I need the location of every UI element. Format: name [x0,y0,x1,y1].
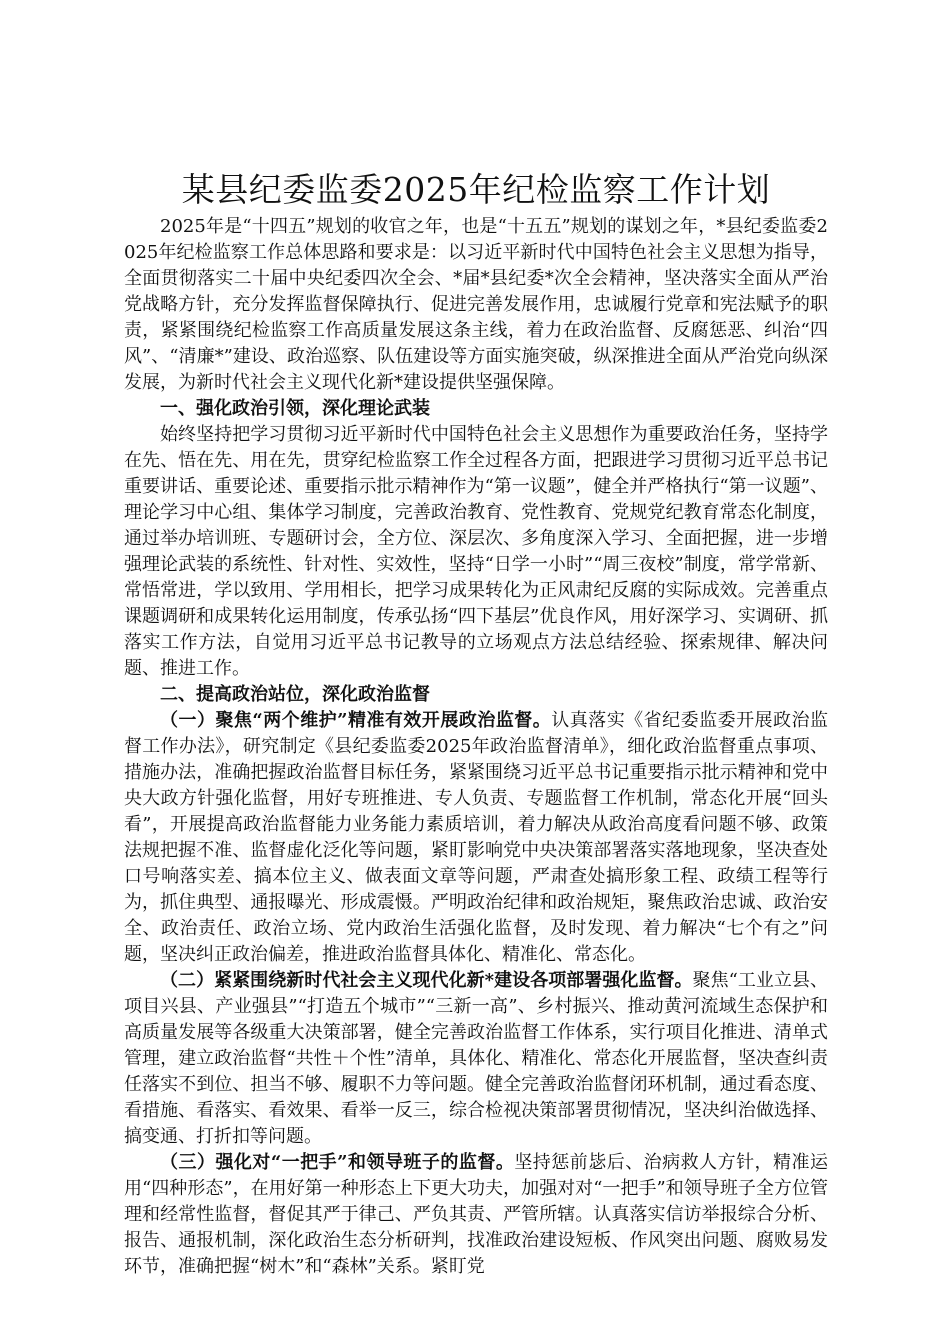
subsection3-lead: （三）强化对“一把手”和领导班子的监督。 [160,1152,515,1173]
document-page [124,168,828,1280]
subsection2-body: 聚焦“工业立县、项目兴县、产业强县”“打造五个城市”“三新一高”、乡村振兴、推动黄河流域生态保护和高质量发展等各级重大决策部署，健全完善政治监督工作体系，实行项目化推进、清单式管理，建立政治监督“共性＋个性”清单，具体化、精准化、常态化开展监督，坚决查纠责任落实不到位、担当不够、履职不力等问题。健全完善政治监督闭环机制，通过看态度、看措施、看落实、看效果、看举一反三，综合检视决策部署贯彻情况，坚决纠治做选择、搞变通、打折扣等问题。 [124,970,828,1147]
subsection1-lead: （一）聚焦“两个维护”精准有效开展政治监督。 [160,710,552,731]
section1-heading: 一、强化政治引领，深化理论武装 [160,398,430,419]
subsection2-paragraph [124,968,828,1150]
subsection1-body: 认真落实《省纪委监委开展政治监督工作办法》，研究制定《县纪委监委2025年政治监督清单》，细化政治监督重点事项、措施办法，准确把握政治监督目标任务，紧紧围绕习近平总书记重要指示批示精神和党中央大政方针强化监督，用好专班推进、专人负责、专题监督工作机制，常态化开展“回头看”，开展提高政治监督能力业务能力素质培训，着力解决从政治高度看问题不够、政策法规把握不准、监督虚化泛化等问题，紧盯影响党中央决策部署落实落地现象，坚决查处口号响落实差、搞本位主义、做表面文章等问题，严肃查处搞形象工程、政绩工程等行为，抓住典型、通报曝光、形成震慑。严明政治纪律和政治规矩，聚焦政治忠诚、政治安全、政治责任、政治立场、党内政治生活强化监督，及时发现、着力解决“七个有之”问题，坚决纠正政治偏差，推进政治监督具体化、精准化、常态化。 [124,710,828,965]
document-title: 某县纪委监委2025年纪检监察工作计划 [181,170,771,209]
section2-heading: 二、提高政治站位，深化政治监督 [160,684,430,705]
subsection1-paragraph [124,708,828,968]
section1-paragraph: 始终坚持把学习贯彻习近平新时代中国特色社会主义思想作为重要政治任务，坚持学在先、悟在先、用在先，贯穿纪检监察工作全过程各方面，把跟进学习贯彻习近平总书记重要讲话、重要论述、重要指示批示精神作为“第一议题”，健全并严格执行“第一议题”、理论学习中心组、集体学习制度，完善政治教育、党性教育、党规党纪教育常态化制度，通过举办培训班、专题研讨会，全方位、深层次、多角度深入学习、全面把握，进一步增强理论武装的系统性、针对性、实效性，坚持“日学一小时”“周三夜校”制度，常学常新、常悟常进，学以致用、学用相长，把学习成果转化为正风肃纪反腐的实际成效。完善重点课题调研和成果转化运用制度，传承弘扬“四下基层”优良作风，用好深学习、实调研、抓落实工作方法，自觉用习近平总书记教导的立场观点方法总结经验、探索规律、解决问题、推进工作。 [124,424,828,679]
intro-paragraph: 2025年是“十四五”规划的收官之年，也是“十五五”规划的谋划之年，*县纪委监委2025年纪检监察工作总体思路和要求是：以习近平新时代中国特色社会主义思想为指导，全面贯彻落实二十届中央纪委四次全会、*届*县纪委*次全会精神，坚决落实全面从严治党战略方针，充分发挥监督保障执行、促进完善发展作用，忠诚履行党章和宪法赋予的职责，紧紧围绕纪检监察工作高质量发展这条主线，着力在政治监督、反腐惩恶、纠治“四风”、“清廉*”建设、政治巡察、队伍建设等方面实施突破，纵深推进全面从严治党向纵深发展，为新时代社会主义现代化新*建设提供坚强保障。 [124,216,828,393]
subsection2-lead: （二）紧紧围绕新时代社会主义现代化新*建设各项部署强化监督。 [160,970,693,991]
subsection3-paragraph [124,1150,828,1280]
subsection3-body: 坚持惩前毖后、治病救人方针，精准运用“四种形态”，在用好第一种形态上下更大功夫，加强对对“一把手”和领导班子全方位管理和经常性监督，督促其严于律己、严负其责、严管所辖。认真落实信访举报综合分析、报告、通报机制，深化政治生态分析研判，找准政治建设短板、作风突出问题、腐败易发环节，准确把握“树木”和“森林”关系。紧盯党 [124,1152,828,1277]
